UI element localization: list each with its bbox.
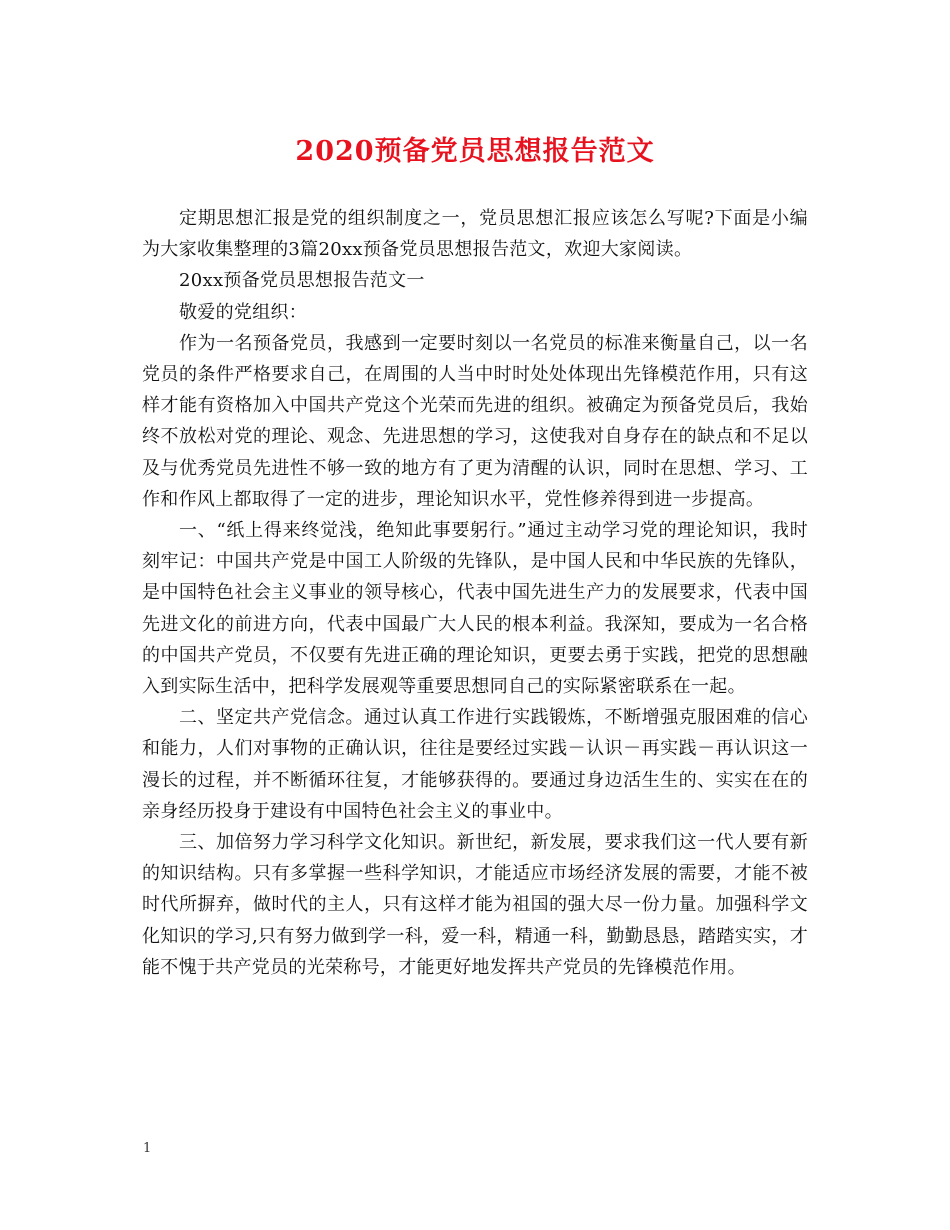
document-title: 2020预备党员思想报告范文 — [295, 136, 655, 167]
body-paragraph: 三、加倍努力学习科学文化知识。新世纪，新发展，要求我们这一代人要有新的知识结构。只有多掌握一些科学知识，才能适应市场经济发展的需要，才能不被时代所摒弃，做时代的主人，只有这样才能为祖国的强大尽一份力量。加强科学文化知识的学习,只有努力做到学一科，爱一科，精通一科，勤勤恳恳，踏踏实实，才能不愧于共产党员的光荣称号，才能更好地发挥共产党员的先锋模范作用。 — [142, 832, 808, 978]
body-paragraph: 一、“纸上得来终觉浅，绝知此事要躬行。”通过主动学习党的理论知识，我时刻牢记：中国共产党是中国工人阶级的先锋队，是中国人民和中华民族的先锋队，是中国特色社会主义事业的领导核心，代表中国先进生产力的发展要求，代表中国先进文化的前进方向，代表中国最广大人民的根本利益。我深知，要成为一名合格的中国共产党员，不仅要有先进正确的理论知识，更要去勇于实践，把党的思想融入到实际生活中，把科学发展观等重要思想同自己的实际紧密联系在一起。 — [142, 520, 808, 698]
body-paragraph: 二、坚定共产党信念。通过认真工作进行实践锻炼，不断增强克服困难的信心和能力，人们对事物的正确认识，往往是要经过实践－认识－再实践－再认识这一漫长的过程，并不断循环往复，才能够获得的。要通过身边活生生的、实实在在的亲身经历投身于建设有中国特色社会主义的事业中。 — [142, 707, 808, 822]
salutation: 敬爱的党组织： — [179, 301, 308, 323]
body-paragraph: 作为一名预备党员，我感到一定要时刻以一名党员的标准来衡量自己，以一名党员的条件严格要求自己，在周围的人当中时时处处体现出先锋模范作用，只有这样才能有资格加入中国共产党这个光荣而先进的组织。被确定为预备党员后，我始终不放松对党的理论、观念、先进思想的学习，这使我对自身存在的缺点和不足以及与优秀党员先进性不够一致的地方有了更为清醒的认识，同时在思想、学习、工作和作风上都取得了一定的进步，理论知识水平，党性修养得到进一步提高。 — [142, 332, 808, 510]
page-number: 1 — [143, 1141, 152, 1156]
section-heading: 20xx预备党员思想报告范文一 — [179, 270, 425, 292]
intro-paragraph: 定期思想汇报是党的组织制度之一，党员思想汇报应该怎么写呢?下面是小编为大家收集整理的3篇20xx预备党员思想报告范文，欢迎大家阅读。 — [142, 208, 808, 261]
document-body — [142, 203, 808, 983]
